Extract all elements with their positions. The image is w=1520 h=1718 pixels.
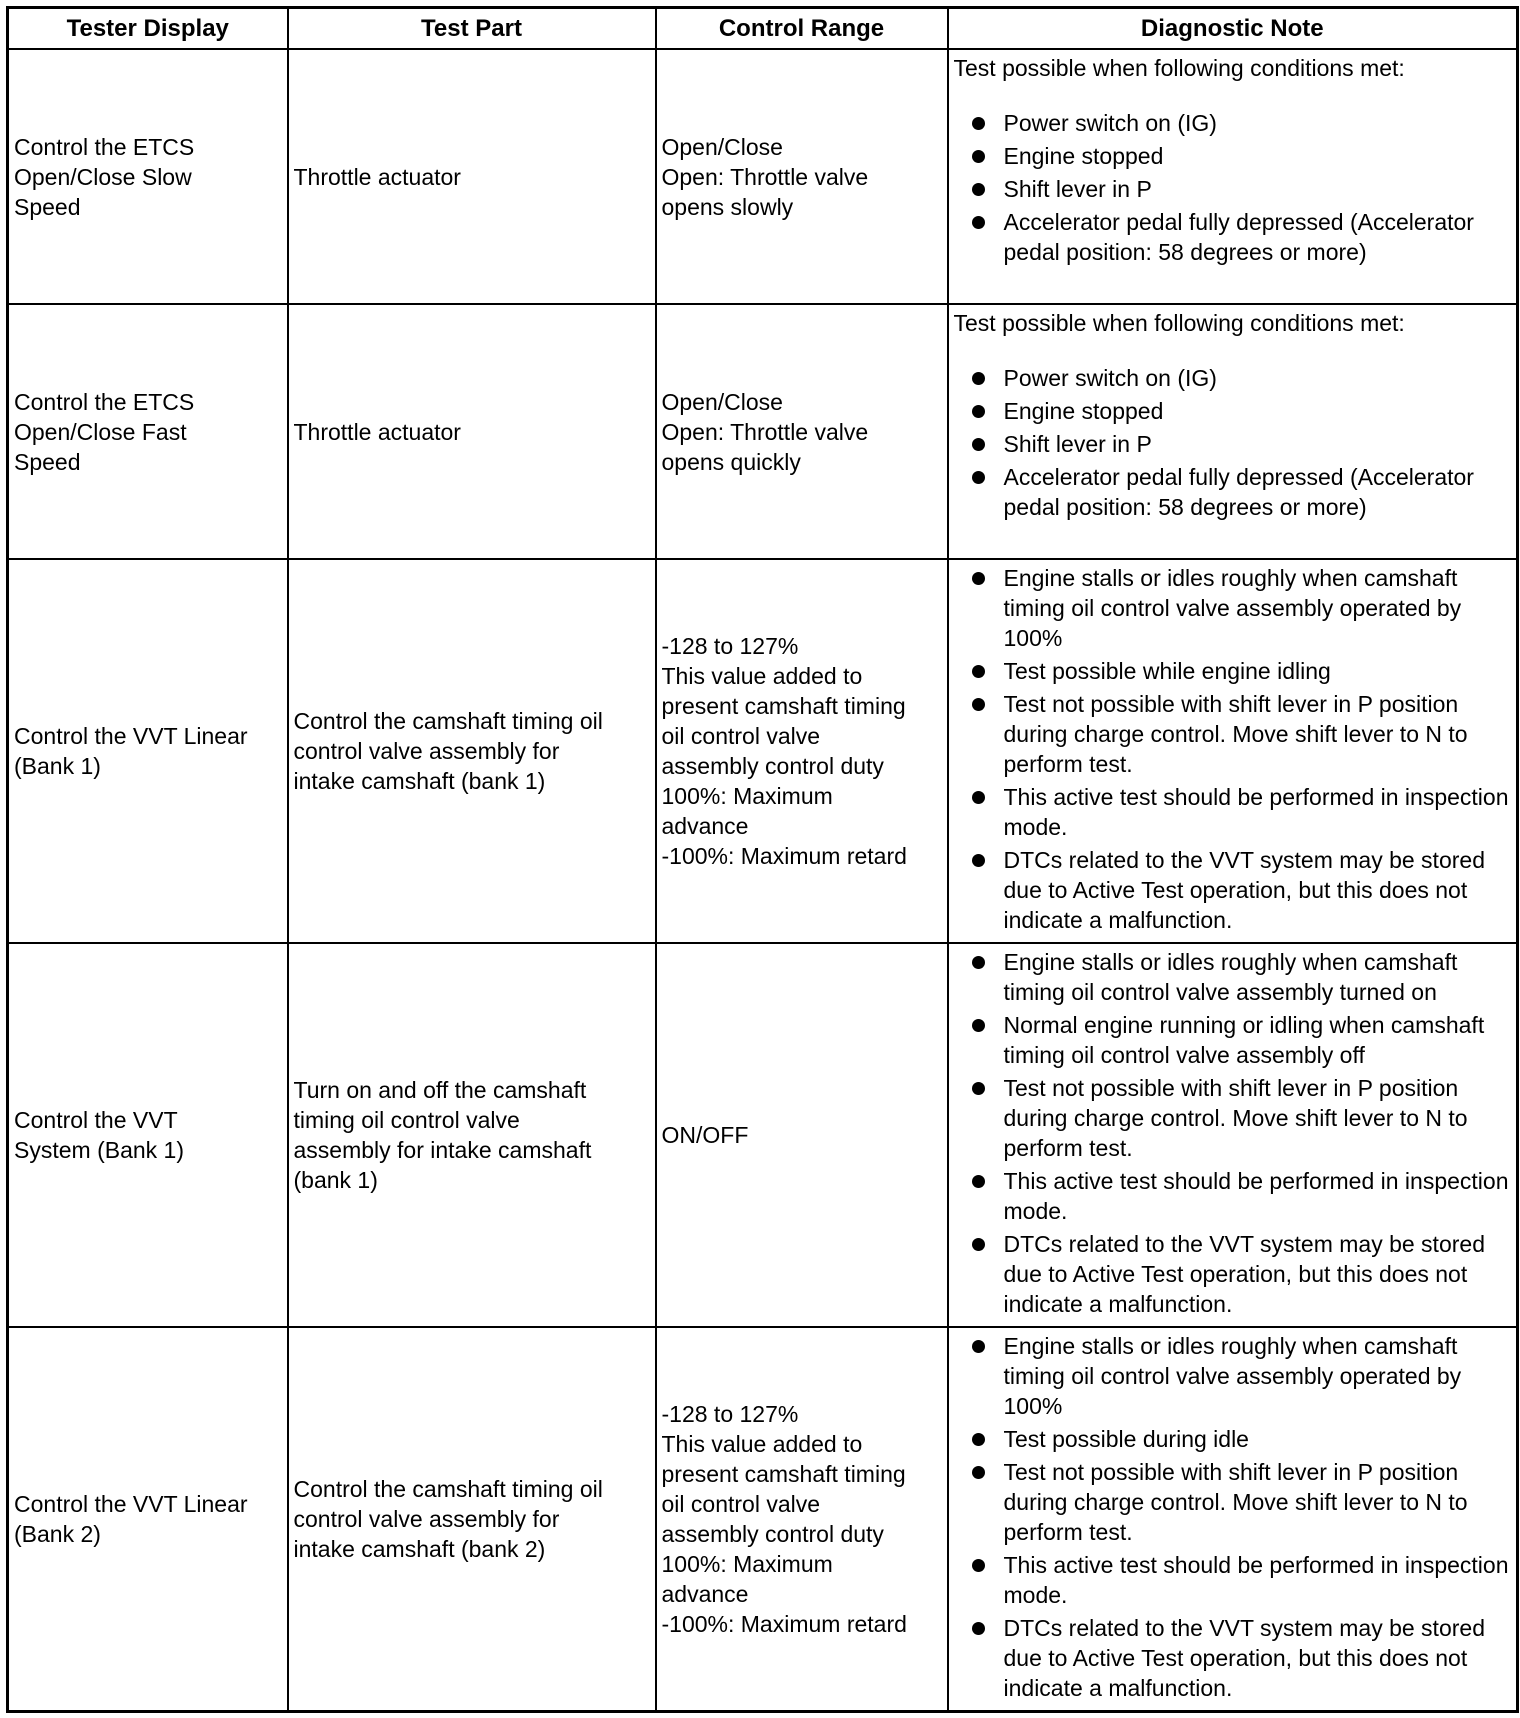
list-item-text: Engine stalls or idles roughly when camshaft timing oil control valve assembly operated by 100% [1003, 1333, 1462, 1419]
list-item-text: DTCs related to the VVT system may be stored due to Active Test operation, but this does not indicate a malfunction. [1003, 1231, 1485, 1317]
diagnostic-note-cell [948, 49, 1518, 304]
diagnostic-note-cell [948, 943, 1518, 1327]
test-part-cell [288, 559, 656, 943]
diagnostic-note-cell [948, 304, 1518, 559]
bullet-icon [972, 1340, 985, 1353]
active-test-table-container [6, 6, 1516, 1713]
list-item [954, 656, 1513, 686]
condition-list [954, 108, 1513, 267]
tester-display-cell-line: (Bank 2) [14, 1520, 101, 1547]
control-range-cell [656, 559, 948, 943]
bullet-icon [972, 791, 985, 804]
diagnostic-note-cell [948, 1327, 1518, 1711]
header-control-range: Control Range [656, 8, 948, 50]
test-part-cell-line: Throttle actuator [293, 418, 461, 445]
list-item-text: Engine stopped [1003, 398, 1164, 424]
control-range-cell-line: -100%: Maximum retard [661, 1610, 907, 1637]
active-test-table [6, 6, 1519, 1713]
control-range-cell-line: Open: Throttle valve [661, 163, 869, 190]
list-item [954, 845, 1513, 935]
control-range-cell-line: assembly control duty [661, 1520, 884, 1547]
test-part-cell [288, 49, 656, 304]
list-item-text: Test not possible with shift lever in P position during charge control. Move shift lever to N to perform test. [1003, 1459, 1468, 1545]
bullet-icon [972, 698, 985, 711]
control-range-cell-line: -100%: Maximum retard [661, 843, 907, 869]
test-part-cell-line: intake camshaft (bank 2) [293, 1535, 546, 1562]
bullet-icon [972, 1559, 985, 1572]
bullet-icon [972, 1175, 985, 1188]
list-item [954, 174, 1513, 204]
tester-display-cell-line: Speed [14, 193, 81, 220]
list-item-text: Engine stalls or idles roughly when camshaft timing oil control valve assembly turned on [1003, 949, 1458, 1005]
tester-display-cell-line: Control the ETCS [14, 133, 195, 160]
control-range-cell [656, 49, 948, 304]
bullet-icon [972, 1466, 985, 1479]
test-part-cell [288, 1327, 656, 1711]
bullet-icon [972, 1238, 985, 1251]
bullet-icon [972, 183, 985, 196]
list-item [954, 1229, 1513, 1319]
list-item [954, 1613, 1513, 1703]
control-range-cell-line: This value added to [661, 663, 863, 689]
table-row [8, 304, 1518, 559]
test-part-cell [288, 304, 656, 559]
list-item-text: DTCs related to the VVT system may be stored due to Active Test operation, but this does not indicate a malfunction. [1003, 847, 1485, 933]
list-item-text: Accelerator pedal fully depressed (Accelerator pedal position: 58 degrees or more) [1003, 464, 1474, 520]
bullet-icon [972, 956, 985, 969]
tester-display-cell [8, 304, 288, 559]
test-part-cell-line: timing oil control valve [293, 1107, 520, 1133]
table-row [8, 559, 1518, 943]
list-item [954, 689, 1513, 779]
bullet-icon [972, 372, 985, 385]
control-range-cell-line: Open/Close [661, 133, 783, 160]
tester-display-cell-line: Control the ETCS [14, 388, 195, 415]
list-item-text: Test not possible with shift lever in P position during charge control. Move shift lever to N to perform test. [1003, 691, 1468, 777]
list-item-text: DTCs related to the VVT system may be stored due to Active Test operation, but this does not indicate a malfunction. [1003, 1615, 1485, 1701]
list-item-text: Shift lever in P [1003, 176, 1152, 202]
control-range-cell [656, 1327, 948, 1711]
bullet-icon [972, 854, 985, 867]
condition-list [954, 947, 1513, 1319]
control-range-cell-line: present camshaft timing [661, 693, 906, 719]
condition-list [954, 1331, 1513, 1703]
list-item [954, 141, 1513, 171]
control-range-cell-line: ON/OFF [661, 1122, 749, 1148]
control-range-cell-line: assembly control duty [661, 753, 884, 779]
tester-display-cell-line: Open/Close Fast [14, 418, 187, 445]
control-range-cell-line: oil control valve [661, 723, 821, 749]
header-tester-display: Tester Display [8, 8, 288, 50]
control-range-cell-line: 100%: Maximum [661, 783, 833, 809]
list-item [954, 782, 1513, 842]
control-range-cell-line: present camshaft timing [661, 1460, 906, 1487]
tester-display-cell [8, 943, 288, 1327]
list-item-text: This active test should be performed in inspection mode. [1003, 1168, 1509, 1224]
diagnostic-note-cell [948, 559, 1518, 943]
control-range-cell-line: Open: Throttle valve [661, 418, 869, 445]
list-item-text: Power switch on (IG) [1003, 365, 1217, 391]
list-item-text: This active test should be performed in inspection mode. [1003, 1552, 1509, 1608]
bullet-icon [972, 405, 985, 418]
tester-display-cell [8, 49, 288, 304]
bullet-icon [972, 665, 985, 678]
control-range-cell [656, 943, 948, 1327]
tester-display-cell-line: Open/Close Slow [14, 163, 192, 190]
bullet-icon [972, 471, 985, 484]
list-item [954, 396, 1513, 426]
list-item [954, 1010, 1513, 1070]
tester-display-cell-line: Control the VVT Linear [14, 1490, 248, 1517]
table-row [8, 943, 1518, 1327]
header-row [8, 8, 1518, 50]
tester-display-cell-line: System (Bank 1) [14, 1137, 184, 1163]
control-range-cell-line: 100%: Maximum [661, 1550, 833, 1577]
condition-list [954, 363, 1513, 522]
list-item-text: Test possible while engine idling [1003, 658, 1331, 684]
control-range-cell-line: Open/Close [661, 388, 783, 415]
control-range-cell-line: This value added to [661, 1430, 863, 1457]
control-range-cell-line: opens slowly [661, 193, 794, 220]
list-item-text: Engine stopped [1003, 143, 1164, 169]
note-intro: Test possible when following conditions met: [953, 310, 1405, 336]
list-item [954, 108, 1513, 138]
test-part-cell-line: Control the camshaft timing oil [293, 1475, 603, 1502]
list-item [954, 1331, 1513, 1421]
tester-display-cell-line: (Bank 1) [14, 753, 101, 779]
bullet-icon [972, 572, 985, 585]
list-item-text: Test not possible with shift lever in P position during charge control. Move shift lever to N to perform test. [1003, 1075, 1468, 1161]
list-item-text: Engine stalls or idles roughly when camshaft timing oil control valve assembly operated by 100% [1003, 565, 1462, 651]
tester-display-cell-line: Control the VVT [14, 1107, 178, 1133]
test-part-cell-line: control valve assembly for [293, 738, 560, 764]
control-range-cell-line: advance [661, 1580, 749, 1607]
bullet-icon [972, 438, 985, 451]
bullet-icon [972, 117, 985, 130]
bullet-icon [972, 1019, 985, 1032]
list-item [954, 363, 1513, 393]
list-item-text: This active test should be performed in inspection mode. [1003, 784, 1509, 840]
list-item-text: Test possible during idle [1003, 1426, 1249, 1452]
tester-display-cell-line: Control the VVT Linear [14, 723, 248, 749]
list-item-text: Accelerator pedal fully depressed (Accelerator pedal position: 58 degrees or more) [1003, 209, 1474, 265]
table-row [8, 49, 1518, 304]
test-part-cell-line: Turn on and off the camshaft [293, 1077, 587, 1103]
bullet-icon [972, 1082, 985, 1095]
control-range-cell-line: opens quickly [661, 448, 801, 475]
header-test-part: Test Part [288, 8, 656, 50]
list-item [954, 563, 1513, 653]
test-part-cell-line: intake camshaft (bank 1) [293, 768, 546, 794]
test-part-cell [288, 943, 656, 1327]
list-item [954, 947, 1513, 1007]
tester-display-cell [8, 1327, 288, 1711]
test-part-cell-line: (bank 1) [293, 1167, 378, 1193]
list-item [954, 429, 1513, 459]
bullet-icon [972, 216, 985, 229]
list-item [954, 1457, 1513, 1547]
tester-display-cell [8, 559, 288, 943]
note-intro: Test possible when following conditions met: [953, 55, 1405, 81]
tester-display-cell-line: Speed [14, 448, 81, 475]
bullet-icon [972, 1433, 985, 1446]
test-part-cell-line: control valve assembly for [293, 1505, 560, 1532]
list-item [954, 1166, 1513, 1226]
list-item [954, 1550, 1513, 1610]
test-part-cell-line: Control the camshaft timing oil [293, 708, 603, 734]
header-diagnostic-note: Diagnostic Note [948, 8, 1518, 50]
test-part-cell-line: assembly for intake camshaft [293, 1137, 592, 1163]
control-range-cell [656, 304, 948, 559]
list-item [954, 1424, 1513, 1454]
list-item [954, 1073, 1513, 1163]
bullet-icon [972, 150, 985, 163]
test-part-cell-line: Throttle actuator [293, 163, 461, 190]
condition-list [954, 563, 1513, 935]
list-item-text: Normal engine running or idling when camshaft timing oil control valve assembly off [1003, 1012, 1485, 1068]
bullet-icon [972, 1622, 985, 1635]
table-row [8, 1327, 1518, 1711]
list-item [954, 462, 1513, 522]
list-item-text: Shift lever in P [1003, 431, 1152, 457]
list-item [954, 207, 1513, 267]
list-item-text: Power switch on (IG) [1003, 110, 1217, 136]
control-range-cell-line: -128 to 127% [661, 633, 799, 659]
control-range-cell-line: oil control valve [661, 1490, 821, 1517]
control-range-cell-line: -128 to 127% [661, 1400, 799, 1427]
control-range-cell-line: advance [661, 813, 749, 839]
